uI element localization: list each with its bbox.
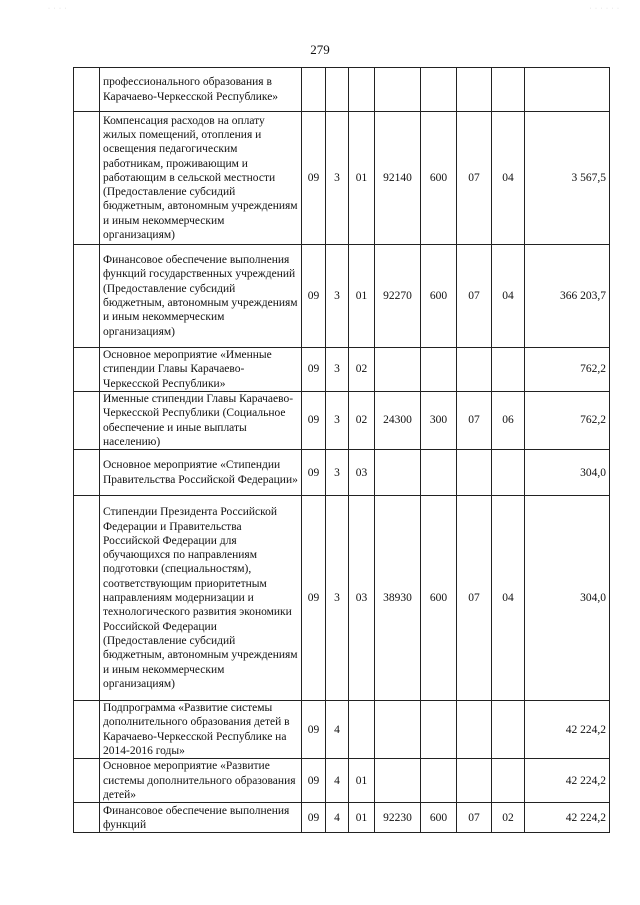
table-row	[74, 759, 610, 803]
event-code-cell: 02	[349, 392, 375, 450]
row-number-cell	[74, 245, 100, 348]
program-code-cell: 09	[302, 348, 326, 392]
event-code-cell: 03	[349, 496, 375, 701]
section-cell: 07	[457, 803, 492, 833]
subsection-cell	[492, 759, 525, 803]
expense-type-cell: 600	[421, 245, 457, 348]
section-cell: 07	[457, 112, 492, 245]
description-cell: Подпрограмма «Развитие системы дополнительного образования детей в Карачаево-Черкесской Республике на 2014-2016 годы»	[100, 701, 302, 759]
section-cell	[457, 68, 492, 112]
section-cell	[457, 450, 492, 496]
subprogram-code-cell: 4	[326, 759, 349, 803]
expense-type-cell	[421, 759, 457, 803]
event-code-cell: 01	[349, 803, 375, 833]
table-row	[74, 496, 610, 701]
row-number-cell	[74, 759, 100, 803]
section-cell: 07	[457, 245, 492, 348]
direction-code-cell	[375, 68, 421, 112]
event-code-cell	[349, 68, 375, 112]
description-cell: профессионального образования в Карачаево-Черкесской Республике»	[100, 68, 302, 112]
direction-code-cell: 92270	[375, 245, 421, 348]
amount-cell: 304,0	[525, 450, 610, 496]
subprogram-code-cell: 3	[326, 112, 349, 245]
program-code-cell: 09	[302, 392, 326, 450]
description-cell: Основное мероприятие «Именные стипендии Главы Карачаево-Черкесской Республики»	[100, 348, 302, 392]
table-row	[74, 348, 610, 392]
amount-cell: 42 224,2	[525, 803, 610, 833]
subprogram-code-cell: 4	[326, 701, 349, 759]
section-cell	[457, 701, 492, 759]
subprogram-code-cell: 3	[326, 496, 349, 701]
subsection-cell	[492, 701, 525, 759]
amount-cell: 42 224,2	[525, 759, 610, 803]
amount-cell: 304,0	[525, 496, 610, 701]
row-number-cell	[74, 348, 100, 392]
program-code-cell: 09	[302, 112, 326, 245]
expense-type-cell	[421, 701, 457, 759]
program-code-cell: 09	[302, 803, 326, 833]
direction-code-cell: 24300	[375, 392, 421, 450]
event-code-cell: 01	[349, 759, 375, 803]
event-code-cell: 02	[349, 348, 375, 392]
expense-type-cell: 600	[421, 112, 457, 245]
subsection-cell	[492, 348, 525, 392]
amount-cell: 762,2	[525, 392, 610, 450]
expense-type-cell	[421, 450, 457, 496]
subprogram-code-cell: 3	[326, 450, 349, 496]
description-cell: Стипендии Президента Российской Федерации и Правительства Российской Федерации для обучающихся по направлениям подготовки (специальностям), соответствующим приоритетным направлениям модернизации и технологического развития экономики Российской Федерации (Предоставление субсидий бюджетным, автономным учреждениям и иным некоммерческим организациям)	[100, 496, 302, 701]
description-cell: Основное мероприятие «Развитие системы дополнительного образования детей»	[100, 759, 302, 803]
subsection-cell: 02	[492, 803, 525, 833]
subprogram-code-cell: 3	[326, 392, 349, 450]
subprogram-code-cell: 3	[326, 348, 349, 392]
program-code-cell: 09	[302, 450, 326, 496]
subprogram-code-cell: 3	[326, 245, 349, 348]
table-row	[74, 450, 610, 496]
section-cell	[457, 759, 492, 803]
table-row	[74, 701, 610, 759]
page-number: 279	[310, 42, 330, 57]
expense-type-cell: 600	[421, 803, 457, 833]
section-cell: 07	[457, 496, 492, 701]
table-row	[74, 392, 610, 450]
amount-cell: 3 567,5	[525, 112, 610, 245]
direction-code-cell: 92230	[375, 803, 421, 833]
amount-cell: 366 203,7	[525, 245, 610, 348]
expense-type-cell: 600	[421, 496, 457, 701]
amount-cell	[525, 68, 610, 112]
subsection-cell	[492, 68, 525, 112]
row-number-cell	[74, 450, 100, 496]
program-code-cell: 09	[302, 759, 326, 803]
row-number-cell	[74, 701, 100, 759]
description-cell: Именные стипендии Главы Карачаево-Черкесской Республики (Социальное обеспечение и иные выплаты населению)	[100, 392, 302, 450]
row-number-cell	[74, 68, 100, 112]
direction-code-cell: 38930	[375, 496, 421, 701]
amount-cell: 42 224,2	[525, 701, 610, 759]
event-code-cell: 01	[349, 245, 375, 348]
expense-type-cell	[421, 348, 457, 392]
subprogram-code-cell	[326, 68, 349, 112]
budget-table	[73, 67, 610, 833]
expense-type-cell	[421, 68, 457, 112]
table-row	[74, 803, 610, 833]
direction-code-cell	[375, 348, 421, 392]
direction-code-cell	[375, 450, 421, 496]
subprogram-code-cell: 4	[326, 803, 349, 833]
subsection-cell: 04	[492, 245, 525, 348]
description-cell: Финансовое обеспечение выполнения функций государственных учреждений (Предоставление субсидий бюджетным, автономным учреждениям и иным некоммерческим организациям)	[100, 245, 302, 348]
program-code-cell	[302, 68, 326, 112]
program-code-cell: 09	[302, 245, 326, 348]
row-number-cell	[74, 496, 100, 701]
subsection-cell	[492, 450, 525, 496]
event-code-cell: 03	[349, 450, 375, 496]
program-code-cell: 09	[302, 496, 326, 701]
direction-code-cell	[375, 701, 421, 759]
table-row	[74, 112, 610, 245]
program-code-cell: 09	[302, 701, 326, 759]
event-code-cell: 01	[349, 112, 375, 245]
amount-cell: 762,2	[525, 348, 610, 392]
row-number-cell	[74, 803, 100, 833]
direction-code-cell	[375, 759, 421, 803]
event-code-cell	[349, 701, 375, 759]
table-row	[74, 68, 610, 112]
scan-mark-left: · · · ·	[48, 6, 68, 12]
description-cell: Компенсация расходов на оплату жилых помещений, отопления и освещения педагогическим работникам, проживающим и работающим в сельской местности (Предоставление субсидий бюджетным, автономным учреждениям и иным некоммерческим организациям)	[100, 112, 302, 245]
subsection-cell: 04	[492, 496, 525, 701]
section-cell	[457, 348, 492, 392]
table-row	[74, 245, 610, 348]
description-cell: Финансовое обеспечение выполнения функций	[100, 803, 302, 833]
expense-type-cell: 300	[421, 392, 457, 450]
section-cell: 07	[457, 392, 492, 450]
description-cell: Основное мероприятие «Стипендии Правительства Российской Федерации»	[100, 450, 302, 496]
subsection-cell: 04	[492, 112, 525, 245]
row-number-cell	[74, 112, 100, 245]
direction-code-cell: 92140	[375, 112, 421, 245]
row-number-cell	[74, 392, 100, 450]
subsection-cell: 06	[492, 392, 525, 450]
scan-mark-right: · · · · · ·	[589, 6, 620, 12]
